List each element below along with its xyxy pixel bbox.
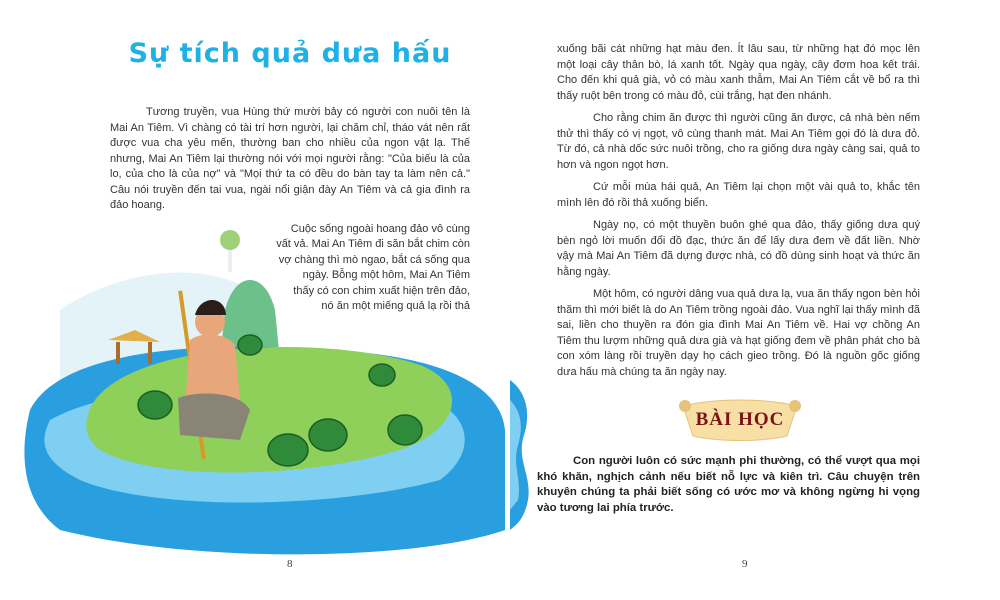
story-title: Sự tích quả dưa hấu [128,38,452,69]
paragraph-island-life [275,222,470,315]
page-number: 8 [287,558,293,570]
text-line: thấy có con chim xuất hiện trên đảo, [293,284,470,297]
text-line: nó ăn một miếng quả lạ rồi thả [321,300,470,312]
text-line: vợ chàng thì mò ngao, bắt cá sống qua [278,253,470,266]
paragraph-seeds: xuống bãi cát những hạt màu đen. Ít lâu sau, từ những hạt đó mọc lên một loại cây thân bò, lá xanh tốt. Ngày qua ngày, cây đơm hoa kết trái. Cho đến khi quả già, vỏ có màu xanh thẫm, Mai An Tiêm cắt về bổ ra thì thấy ruột bên trong có màu đỏ, cùi trắng, hạt đen nhánh. [557,43,920,102]
right-text-column [537,42,920,516]
text-line: Cuộc sống ngoài hoang đảo vô cùng [290,222,470,235]
paragraph-intro: Tương truyền, vua Hùng thứ mười bảy có người con nuôi tên là Mai An Tiêm. Vì chàng có tài trí hơn người, lại chăm chỉ, tháo vát nên rất được vua cha yêu mến, thường ban cho nhiều của ngon vật lạ. Thế nhưng, Mai An Tiêm lại thường nói với mọi người rằng: "Của biếu là của lo, của cho là của nợ" và "Mọi thứ ta có đều do bàn tay ta làm nên cả." Câu nói truyền đến tai vua, ngài nổi giận đày An Tiêm và cả gia đình ra đảo hoang. [110,106,470,211]
water-edge-illustration [510,380,534,530]
left-text-column [110,105,470,315]
lesson-heading: BÀI HỌC [695,409,785,430]
lesson-text: Con người luôn có sức mạnh phi thường, có thể vượt qua mọi khó khăn, nghịch cảnh nếu biết nỗ lực và kiên trì. Câu chuyện trên khuyên chúng ta phải biết sống có ước mơ và không ngừng hi vọng vào tương lai phía trước. [537,455,920,514]
paragraph-tasting: Cho rằng chim ăn được thì người cũng ăn được, cả nhà bèn nếm thử thì thấy có vị ngọt, vô cùng thanh mát. Mai An Tiêm gọi đó là dưa đỏ. Từ đó, cả nhà dốc sức nuôi trồng, cho ra giống dưa ngày càng sai, quả to hơn và ngon ngọt hơn. [557,112,920,171]
text-line: ngày. Bỗng một hôm, Mai An Tiêm [302,269,470,281]
right-page [510,0,1000,600]
paragraph-return: Một hôm, có người dâng vua quả dưa lạ, vua ăn thấy ngon bèn hỏi thăm thì mới biết là do An Tiêm trồng ngoài đảo. Vua nghĩ lại thấy mình đã sai, liền cho thuyền ra đón gia đình Mai An Tiêm về. Hai vợ chồng An Tiêm thu lượm những quả dưa già và hạt giống đem về phân phát cho bà con xóm làng rồi truyền dạy họ cách gieo trồng. Đó là nguồn gốc giống dưa hấu mà chúng ta ăn ngày nay. [557,288,920,378]
lesson-banner [675,396,805,444]
page-number: 9 [742,558,748,570]
paragraph-merchant: Ngày nọ, có một thuyền buôn ghé qua đảo, thấy giống dưa quý bèn ngỏ lời muốn đổi đồ đạc, thức ăn để lấy dưa đem về đất liền. Nhờ vậy mà Mai An Tiêm đã dựng được nhà, có đồ dùng sinh hoạt và thức ăn hằng ngày. [557,219,920,278]
text-line: vất vả. Mai An Tiêm đi săn bắt chim còn [276,238,470,250]
paragraph-carving: Cứ mỗi mùa hái quả, An Tiêm lại chọn một vài quả to, khắc tên mình lên đó rồi thả xuống biển. [557,181,920,209]
